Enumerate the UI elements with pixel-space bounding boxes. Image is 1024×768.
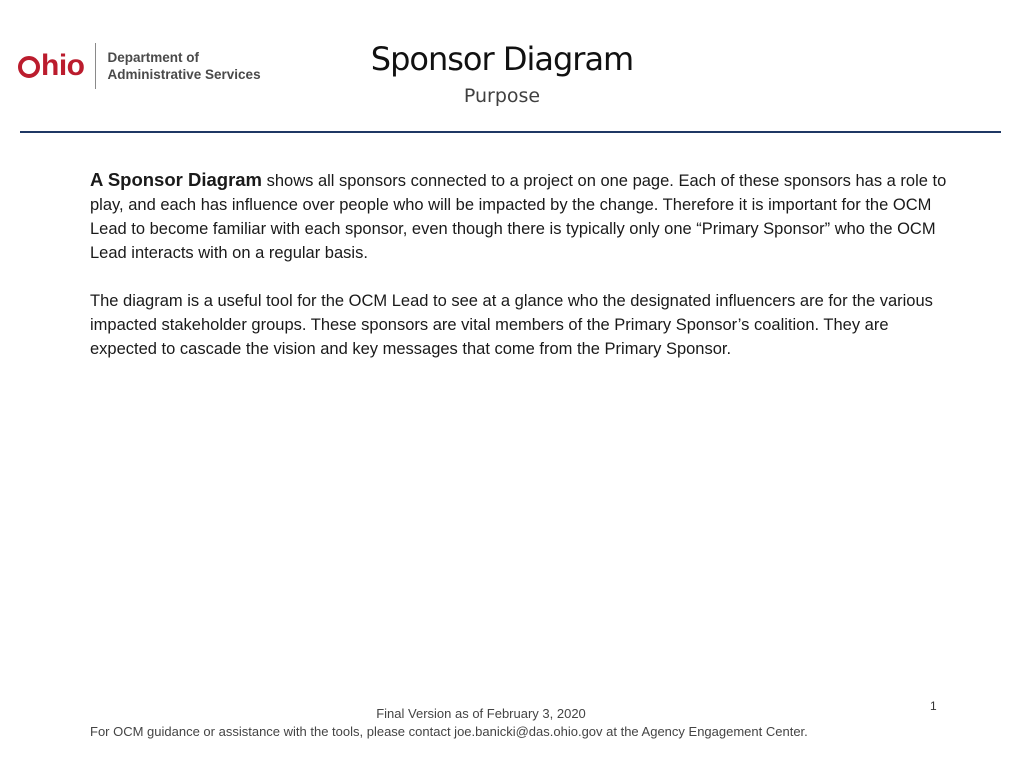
body-content	[90, 168, 955, 385]
footer-version: Final Version as of February 3, 2020	[376, 706, 586, 721]
paragraph-1-text: shows all sponsors connected to a project on one page. Each of these sponsors has a role to play, and each has influence over people who will be impacted by the change. Therefore it is important for the OCM Lead to become familiar with each sponsor, even though there is typically only one “Primary Sponsor” who the OCM Lead interacts with on a regular basis.	[90, 172, 947, 262]
paragraph-1-lead: A Sponsor Diagram	[90, 169, 263, 190]
department-line-1: Department of	[107, 50, 200, 65]
page-subtitle: Purpose	[463, 85, 541, 107]
paragraph-2: The diagram is a useful tool for the OCM Lead to see at a glance who the designated influencers are for the various impacted stakeholder groups. These sponsors are vital members of the Primary Sponsor’s coalition. They are expected to cascade the vision and key messages that come from the Primary Sponsor.	[90, 292, 933, 358]
page-title: Sponsor Diagram	[370, 40, 634, 78]
paragraph-1	[90, 168, 955, 265]
ohio-wordmark-text: hio	[41, 49, 85, 82]
page-number: 1	[930, 699, 937, 713]
department-line-2: Administrative Services	[107, 67, 261, 82]
footer-contact: For OCM guidance or assistance with the tools, please contact joe.banicki@das.ohio.gov at the Agency Engagement Center.	[90, 724, 808, 739]
header-divider	[20, 131, 1001, 133]
